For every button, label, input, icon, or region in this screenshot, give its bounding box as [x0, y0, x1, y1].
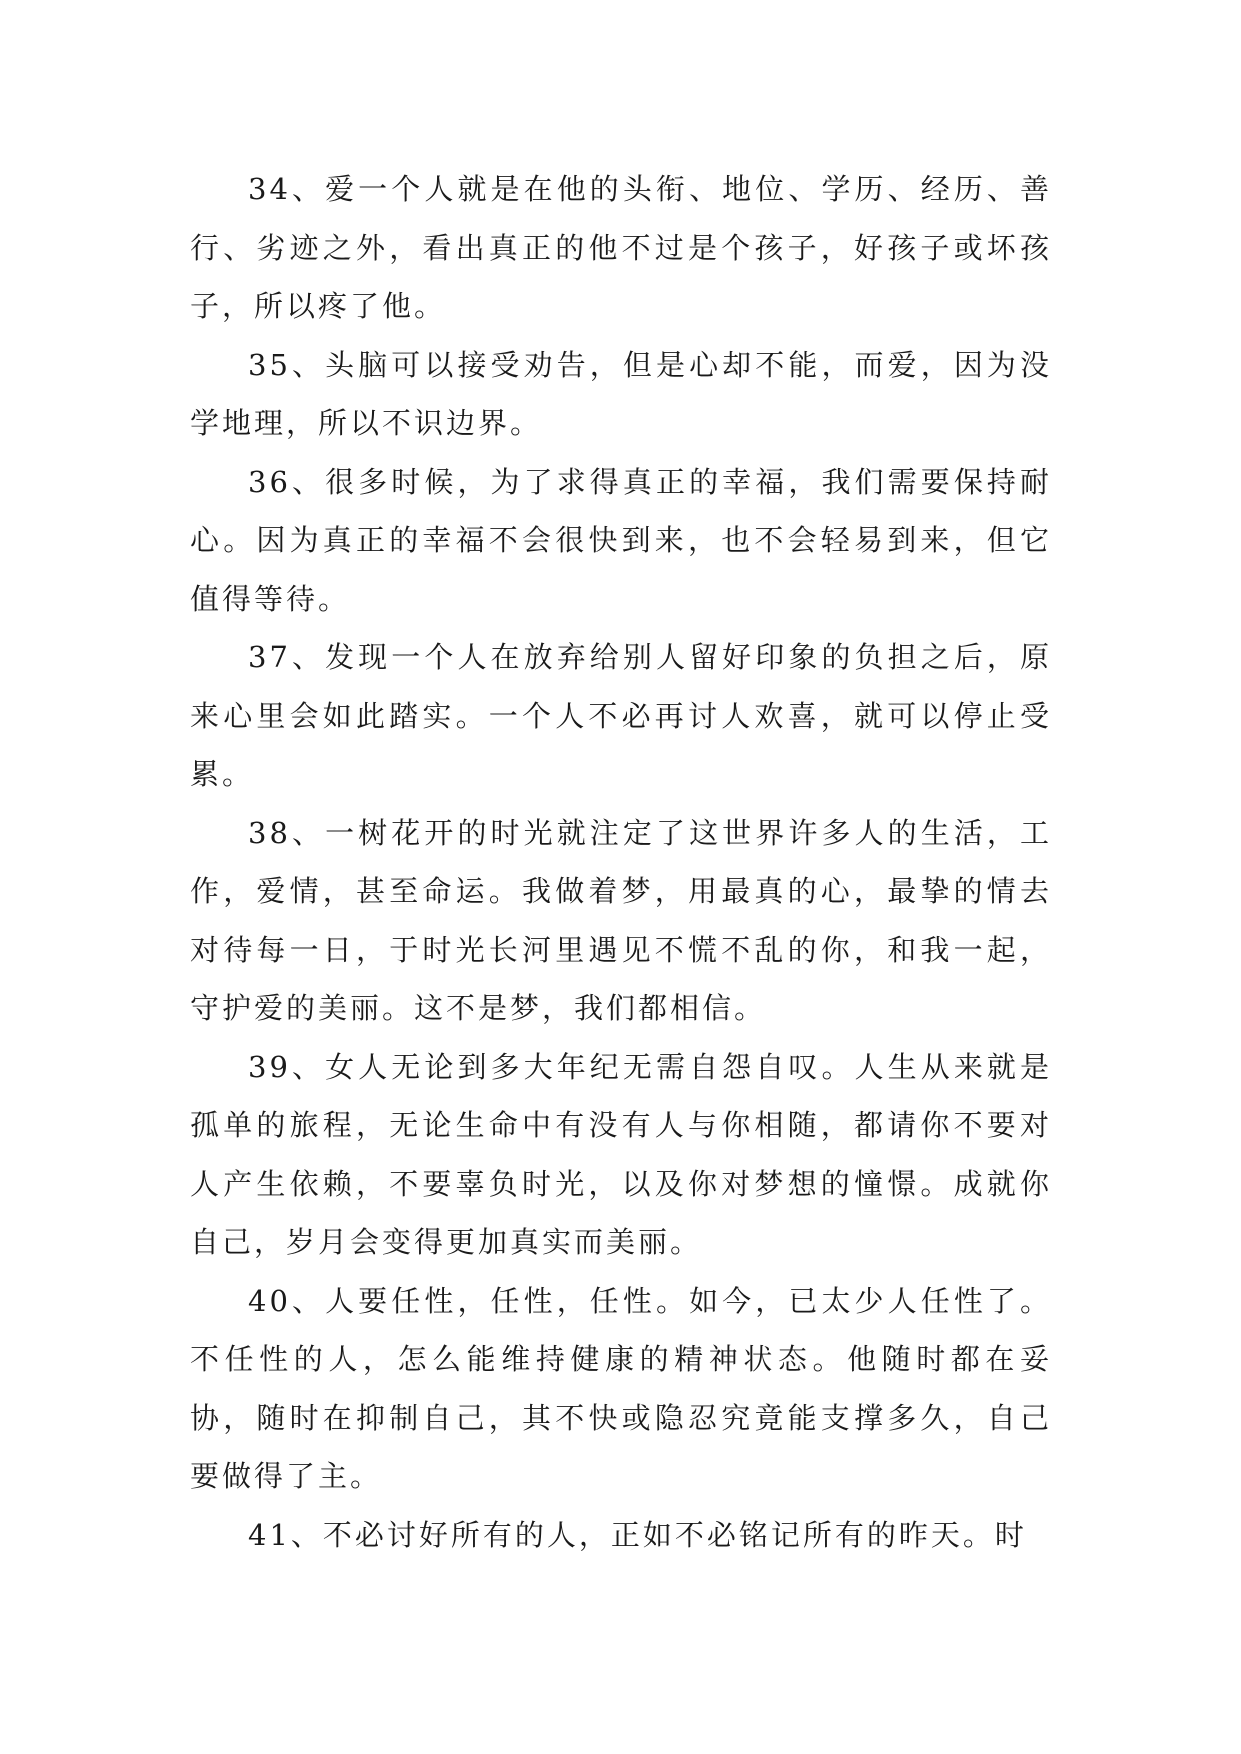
paragraph-38: 38、一树花开的时光就注定了这世界许多人的生活，工作，爱情，甚至命运。我做着梦，用最真的心，最挚的情去对待每一日，于时光长河里遇见不慌不乱的你，和我一起，守护爱的美丽。这不是梦，我们都相信。: [190, 815, 1052, 1025]
paragraph-40: 40、人要任性，任性，任性。如今，已太少人任性了。不任性的人，怎么能维持健康的精神状态。他随时都在妥协，随时在抑制自己，其不快或隐忍究竟能支撑多久，自己要做得了主。: [190, 1283, 1052, 1493]
paragraph-36: 36、很多时候，为了求得真正的幸福，我们需要保持耐心。因为真正的幸福不会很快到来，也不会轻易到来，但它值得等待。: [190, 464, 1052, 616]
paragraph-35: 35、头脑可以接受劝告，但是心却不能，而爱，因为没学地理，所以不识边界。: [190, 347, 1052, 440]
paragraph-37: 37、发现一个人在放弃给别人留好印象的负担之后，原来心里会如此踏实。一个人不必再讨人欢喜，就可以停止受累。: [190, 640, 1052, 791]
document-body: [190, 160, 1052, 1564]
paragraph-41: 41、不必讨好所有的人，正如不必铭记所有的昨天。时: [248, 1517, 1027, 1552]
paragraph-39: 39、女人无论到多大年纪无需自怨自叹。人生从来就是孤单的旅程，无论生命中有没有人与你相随，都请你不要对人产生依赖，不要辜负时光，以及你对梦想的憧憬。成就你自己，岁月会变得更加真实而美丽。: [190, 1049, 1052, 1259]
paragraph-34: 34、爱一个人就是在他的头衔、地位、学历、经历、善行、劣迹之外，看出真正的他不过是个孩子，好孩子或坏孩子，所以疼了他。: [190, 172, 1052, 323]
